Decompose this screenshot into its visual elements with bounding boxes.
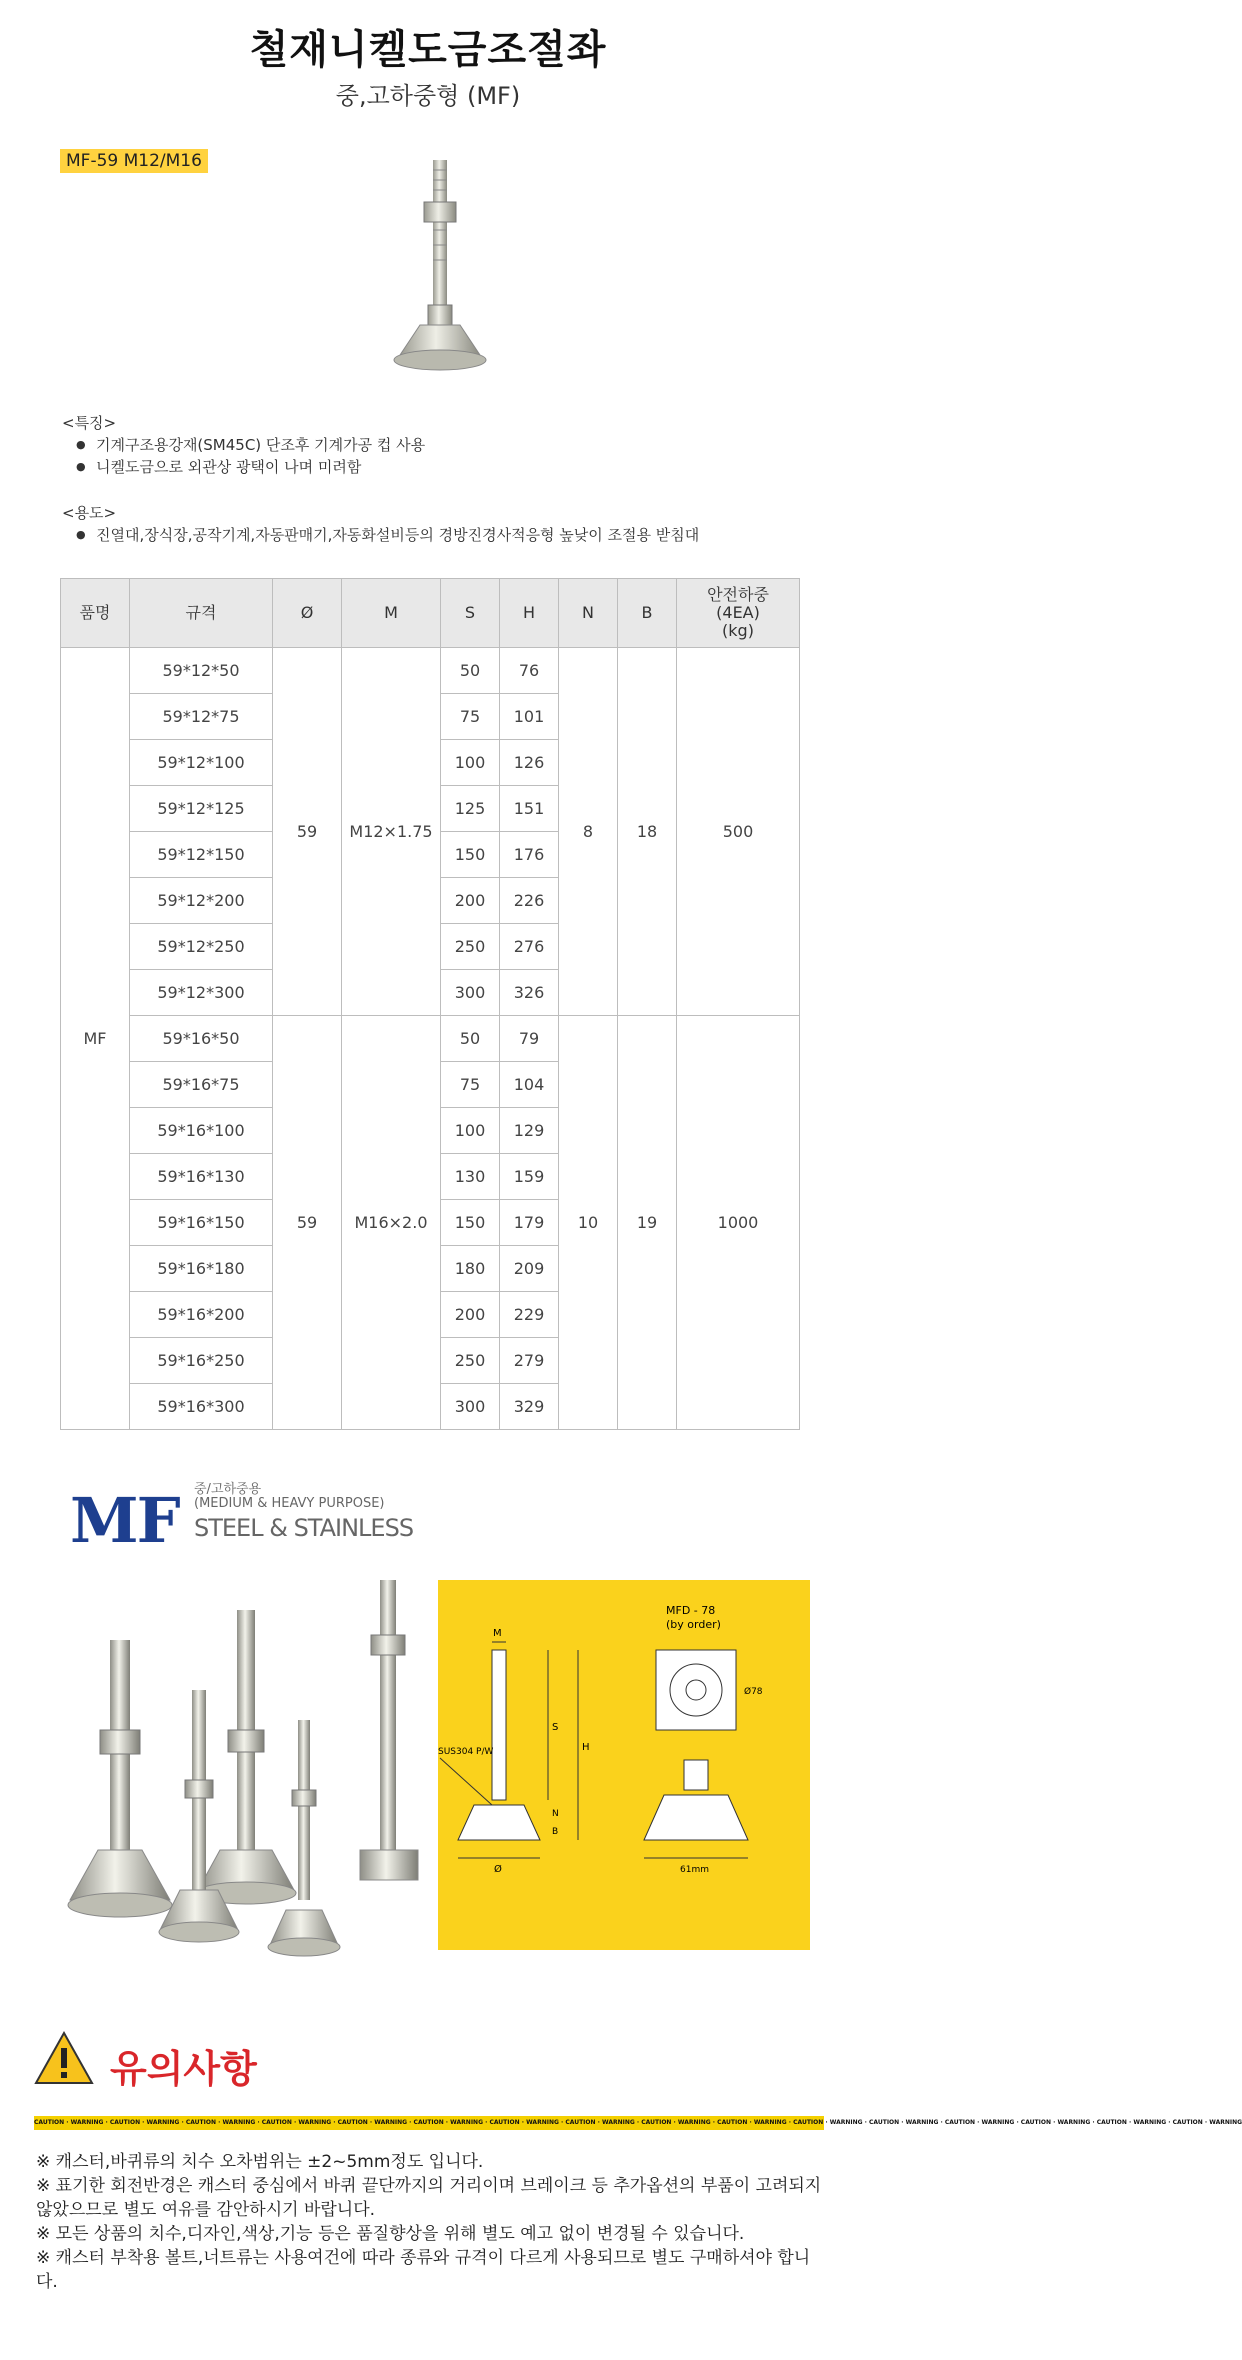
- cell-spec: 59*16*130: [130, 1154, 273, 1200]
- feature-item: ● 기계구조용강재(SM45C) 단조후 기계가공 컵 사용: [82, 434, 425, 456]
- cell-h: 229: [500, 1292, 559, 1338]
- cell-h: 159: [500, 1154, 559, 1200]
- cell-s: 200: [441, 1292, 500, 1338]
- usage-section: [62, 502, 699, 546]
- dim-s-label: S: [552, 1722, 559, 1733]
- usage-title: <용도>: [62, 504, 117, 522]
- cell-h: 176: [500, 832, 559, 878]
- cell-h: 329: [500, 1384, 559, 1430]
- table-row: [61, 1016, 800, 1062]
- cell-s: 250: [441, 1338, 500, 1384]
- model-tag: MF-59 M12/M16: [60, 149, 208, 173]
- caution-section: [34, 2030, 1242, 2140]
- cell-s: 180: [441, 1246, 500, 1292]
- cell-h: 104: [500, 1062, 559, 1108]
- cell-spec: 59*12*75: [130, 694, 273, 740]
- table-row: [61, 648, 800, 694]
- col-header-spec: 규격: [130, 579, 273, 648]
- cell-h: 179: [500, 1200, 559, 1246]
- brand-logo: MF: [70, 1484, 179, 1557]
- features-section: [62, 412, 425, 478]
- cell-m: M16×2.0: [342, 1016, 441, 1430]
- dim-61-label: 61mm: [680, 1865, 709, 1875]
- spec-table-body: [61, 648, 800, 1430]
- col-header-m: M: [342, 579, 441, 648]
- cell-spec: 59*12*150: [130, 832, 273, 878]
- cell-s: 300: [441, 970, 500, 1016]
- features-title: <특징>: [62, 414, 117, 432]
- alt-model-label: MFD - 78: [666, 1604, 716, 1617]
- cell-s: 75: [441, 694, 500, 740]
- cell-h: 101: [500, 694, 559, 740]
- technical-drawing: [438, 1580, 810, 1950]
- cell-s: 300: [441, 1384, 500, 1430]
- feature-item: ● 니켈도금으로 외관상 광택이 나며 미려함: [82, 456, 425, 478]
- page-subtitle: 중,고하중형 (MF): [335, 82, 521, 110]
- warning-icon: [34, 2030, 94, 2086]
- col-header-b: B: [618, 579, 677, 648]
- brand-line-1: 중/고하중용: [194, 1482, 262, 1497]
- cell-h: 279: [500, 1338, 559, 1384]
- cell-diameter: 59: [273, 1016, 342, 1430]
- cell-spec: 59*16*150: [130, 1200, 273, 1246]
- cell-s: 150: [441, 832, 500, 878]
- col-header-diameter: Ø: [273, 579, 342, 648]
- cell-h: 151: [500, 786, 559, 832]
- alt-model-note: (by order): [666, 1618, 721, 1631]
- cell-h: 129: [500, 1108, 559, 1154]
- cell-spec: 59*16*50: [130, 1016, 273, 1062]
- cell-s: 250: [441, 924, 500, 970]
- brand-line-3: STEEL & STAINLESS: [194, 1514, 414, 1542]
- cell-s: 125: [441, 786, 500, 832]
- dim-h-label: H: [582, 1742, 590, 1753]
- col-header-product: 품명: [61, 579, 130, 648]
- cell-n: 10: [559, 1016, 618, 1430]
- col-header-s: S: [441, 579, 500, 648]
- cell-spec: 59*12*125: [130, 786, 273, 832]
- caution-title: 유의사항: [110, 2047, 257, 2091]
- cell-product-name: MF: [61, 648, 130, 1430]
- cell-h: 326: [500, 970, 559, 1016]
- caution-strip: CAUTION · WARNING · CAUTION · WARNING · CAUTION · WARNING · CAUTION · WARNING · CAUTION · WARNING · CAUTION · WARNING · CAUTION · WARNING · CAUTION · WARNING · CAUTION · WARNING · CAUTION · WARNING · CAUTION · WARNING · CAUTION · WARNING · CAUTION · WARNING · CAUTION · WARNING · CAUTION · WARNING · CAUTION · WARNING: [34, 2116, 824, 2130]
- usage-item: ● 진열대,장식장,공작기계,자동판매기,자동화설비등의 경방진경사적응형 높낮이 조절용 받침대: [82, 524, 699, 546]
- cell-spec: 59*16*250: [130, 1338, 273, 1384]
- page-title: 철재니켈도금조절좌: [249, 27, 607, 73]
- cell-b: 19: [618, 1016, 677, 1430]
- cell-spec: 59*12*100: [130, 740, 273, 786]
- spec-table-header-row: [61, 579, 800, 648]
- note-item: ※ 모든 상품의 치수,디자인,색상,기능 등은 품질향상을 위해 별도 예고 없이 변경될 수 있습니다.: [36, 2224, 745, 2244]
- cell-s: 100: [441, 1108, 500, 1154]
- dim-m-label: M: [493, 1628, 502, 1639]
- cell-s: 130: [441, 1154, 500, 1200]
- product-photo-leveling-foot: [360, 150, 520, 390]
- cell-safe-load: 500: [677, 648, 800, 1016]
- cell-spec: 59*12*300: [130, 970, 273, 1016]
- cell-m: M12×1.75: [342, 648, 441, 1016]
- col-header-n: N: [559, 579, 618, 648]
- cell-diameter: 59: [273, 648, 342, 1016]
- cell-spec: 59*16*100: [130, 1108, 273, 1154]
- cell-spec: 59*12*250: [130, 924, 273, 970]
- note-item: ※ 캐스터 부착용 볼트,너트류는 사용여건에 따라 종류와 규격이 다르게 사용되므로 별도 구매하셔야 합니다.: [36, 2248, 811, 2292]
- cell-s: 75: [441, 1062, 500, 1108]
- cell-spec: 59*12*200: [130, 878, 273, 924]
- dim-d-label: Ø: [494, 1864, 502, 1875]
- dim-78-label: Ø78: [744, 1687, 763, 1697]
- cell-spec: 59*16*200: [130, 1292, 273, 1338]
- cell-h: 126: [500, 740, 559, 786]
- cell-s: 200: [441, 878, 500, 924]
- cell-h: 276: [500, 924, 559, 970]
- cell-s: 50: [441, 1016, 500, 1062]
- cell-b: 18: [618, 648, 677, 1016]
- col-header-safe-load: 안전하중 (4EA) (kg): [677, 579, 800, 648]
- product-group-photo: [70, 1580, 440, 1970]
- cell-h: 209: [500, 1246, 559, 1292]
- brand-line-2: (MEDIUM & HEAVY PURPOSE): [194, 1496, 385, 1511]
- spec-table: [60, 578, 800, 1430]
- note-item: ※ 표기한 회전반경은 캐스터 중심에서 바퀴 끝단까지의 거리이며 브레이크 등 추가옵션의 부품이 고려되지 않았으므로 별도 여유를 감안하시기 바랍니다.: [36, 2176, 822, 2220]
- col-header-h: H: [500, 579, 559, 648]
- dim-b-label: B: [552, 1827, 559, 1837]
- cell-h: 76: [500, 648, 559, 694]
- usage-list: [62, 524, 699, 546]
- cell-s: 100: [441, 740, 500, 786]
- cell-spec: 59*12*50: [130, 648, 273, 694]
- notes-section: [36, 2150, 826, 2294]
- cell-spec: 59*16*180: [130, 1246, 273, 1292]
- cell-n: 8: [559, 648, 618, 1016]
- features-list: [62, 434, 425, 478]
- cell-h: 226: [500, 878, 559, 924]
- brand-logo-area: [70, 1478, 430, 1557]
- material-label: SUS304 P/W: [438, 1747, 494, 1757]
- note-item: ※ 캐스터,바퀴류의 치수 오차범위는 ±2~5mm정도 입니다.: [36, 2152, 484, 2172]
- cell-safe-load: 1000: [677, 1016, 800, 1430]
- cell-s: 150: [441, 1200, 500, 1246]
- dim-n-label: N: [552, 1809, 559, 1819]
- product-photo-area: [70, 1580, 810, 1980]
- cell-spec: 59*16*300: [130, 1384, 273, 1430]
- cell-spec: 59*16*75: [130, 1062, 273, 1108]
- technical-drawing-panel: [438, 1580, 810, 1950]
- cell-h: 79: [500, 1016, 559, 1062]
- cell-s: 50: [441, 648, 500, 694]
